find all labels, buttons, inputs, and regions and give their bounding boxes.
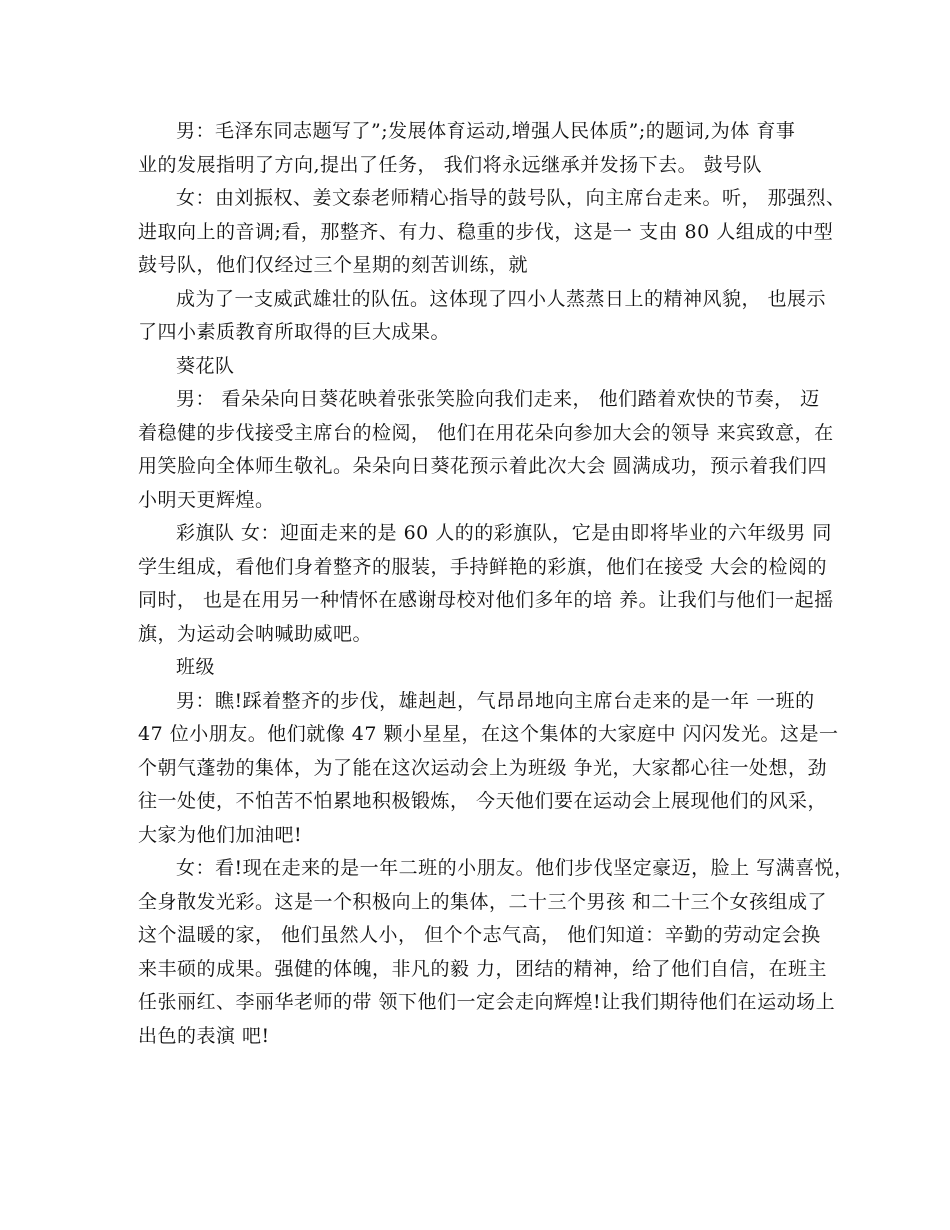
section-heading: 班级 xyxy=(176,656,216,678)
paragraph-line: 男： 看朵朵向日葵花映着张张笑脸向我们走来， 他们踏着欢快的节奏， 迈 xyxy=(176,388,820,410)
paragraph-line: 个朝气蓬勃的集体，为了能在这次运动会上为班级 争光，大家都心往一处想，劲 xyxy=(138,756,828,779)
paragraph-line: 进取向上的音调;看，那整齐、有力、稳重的步伐，这是一 支由 80 人组成的中型 xyxy=(138,220,834,243)
paragraph-line: 女：看!现在走来的是一年二班的小朋友。他们步伐坚定豪迈，脸上 写满喜悦， xyxy=(176,857,854,879)
paragraph-line: 大家为他们加油吧! xyxy=(138,823,303,846)
paragraph-line: 男：瞧!踩着整齐的步伐，雄赳赳，气昂昂地向主席台走来的是一年 一班的 xyxy=(176,689,815,712)
paragraph-line: 来丰硕的成果。强健的体魄，非凡的毅 力，团结的精神，给了他们自信，在班主 xyxy=(138,957,828,980)
paragraph-line: 出色的表演 吧! xyxy=(138,1024,270,1047)
section-heading: 葵花队 xyxy=(176,354,235,377)
paragraph-line: 着稳健的步伐接受主席台的检阅， 他们在用花朵向参加大会的领导 来宾致意，在 xyxy=(138,421,834,444)
paragraph-line: 这个温暖的家， 他们虽然人小， 但个个志气高， 他们知道：辛勤的劳动定会换 xyxy=(138,924,821,946)
paragraph-line: 成为了一支威武雄壮的队伍。这体现了四小人蒸蒸日上的精神风貌， 也展示 xyxy=(176,287,827,310)
paragraph-line: 彩旗队 女：迎面走来的是 60 人的的彩旗队，它是由即将毕业的六年级男 同 xyxy=(176,522,832,544)
paragraph-line: 任张丽红、李丽华老师的带 领下他们一定会走向辉煌!让我们期待他们在运动场上 xyxy=(138,991,836,1013)
paragraph-line: 鼓号队，他们仅经过三个星期的刻苦训练，就 xyxy=(138,254,529,276)
paragraph-line: 旗，为运动会呐喊助威吧。 xyxy=(138,622,373,645)
paragraph-line: 47 位小朋友。他们就像 47 颗小星星，在这个集体的大家庭中 闪闪发光。这是一 xyxy=(138,723,839,745)
paragraph-line: 了四小素质教育所取得的巨大成果。 xyxy=(138,321,451,343)
paragraph-line: 同时， 也是在用另一种情怀在感谢母校对他们多年的培 养。让我们与他们一起摇 xyxy=(138,589,834,611)
paragraph-line: 女：由刘振权、姜文泰老师精心指导的鼓号队，向主席台走来。听， 那强烈、 xyxy=(176,187,846,209)
document-body xyxy=(138,115,854,1053)
paragraph-line: 学生组成，看他们身着整齐的服装，手持鲜艳的彩旗，他们在接受 大会的检阅的 xyxy=(138,555,828,578)
paragraph-line: 往一处使，不怕苦不怕累地积极锻炼， 今天他们要在运动会上展现他们的风采， xyxy=(138,790,828,812)
paragraph-line: 男：毛泽东同志题写了”;发展体育运动,增强人民体质”;的题词,为体 育事 xyxy=(176,120,796,142)
paragraph-line: 小明天更辉煌。 xyxy=(138,488,275,511)
paragraph-line: 业的发展指明了方向,提出了任务， 我们将永远继承并发扬下去。 鼓号队 xyxy=(138,153,763,176)
paragraph-line: 全身散发光彩。这是一个积极向上的集体，二十三个男孩 和二十三个女孩组成了 xyxy=(138,890,828,913)
paragraph-line: 用笑脸向全体师生敬礼。朵朵向日葵花预示着此次大会 圆满成功，预示着我们四 xyxy=(138,455,828,477)
